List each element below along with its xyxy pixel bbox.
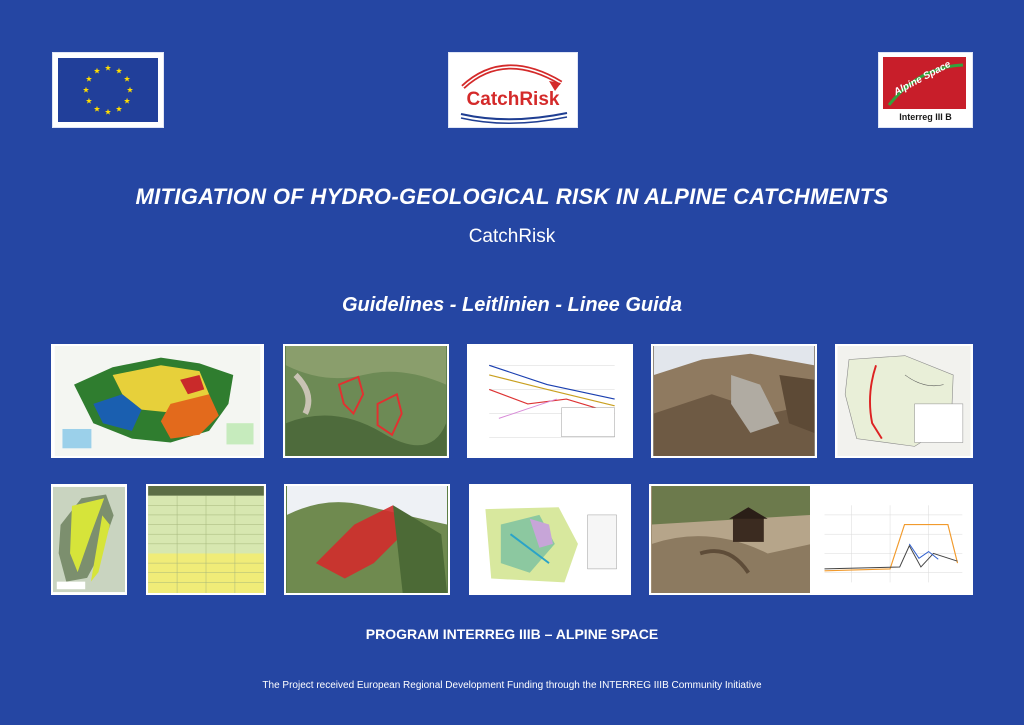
red-hillshade-image — [286, 486, 448, 593]
geological-unit-map-image — [471, 486, 629, 593]
mountain-slope-image — [653, 346, 815, 456]
thematic-map-thumbnail — [51, 344, 264, 458]
eu-star-icon — [86, 98, 92, 104]
funding-note: The Project received European Regional Development Funding through the INTERREG IIIB Community Initiative — [262, 680, 762, 691]
aerial-photo-image — [285, 346, 447, 456]
eu-star-icon — [127, 87, 133, 93]
guidelines-heading: Guidelines - Leitlinien - Linee Guida — [341, 294, 683, 316]
line-chart-thumbnail — [467, 344, 633, 458]
alpine-logo-text: Alpine Space — [892, 58, 953, 99]
valley-map-image — [53, 486, 125, 593]
eu-stars-icon — [58, 58, 158, 122]
eu-star-icon — [124, 98, 130, 104]
catchment-map-image — [837, 346, 971, 456]
program-label: PROGRAM INTERREG IIIB – ALPINE SPACE — [365, 626, 659, 642]
valley-map-thumbnail — [51, 484, 127, 595]
page-title: MITIGATION OF HYDRO-GEOLOGICAL RISK IN ALPINE CATCHMENTS — [135, 184, 889, 209]
alpine-red-panel — [883, 57, 966, 109]
red-hillshade-thumbnail — [284, 484, 450, 595]
eu-star-icon — [116, 106, 122, 112]
data-table-thumbnail — [146, 484, 266, 595]
alpine-logo-caption: Interreg III B — [899, 112, 952, 122]
eu-star-icon — [83, 87, 89, 93]
alpine-space-logo — [878, 52, 973, 128]
mountain-slope-thumbnail — [651, 344, 817, 458]
hydrograph-chart-image — [812, 486, 971, 593]
eu-star-icon — [94, 106, 100, 112]
data-table-image — [148, 486, 264, 593]
landslide-hut-photo-thumbnail — [649, 484, 815, 595]
thematic-map-image — [53, 346, 262, 456]
eu-star-icon — [105, 65, 111, 71]
catchment-map-thumbnail — [835, 344, 973, 458]
catchrisk-logo-text: CatchRisk — [466, 89, 560, 110]
catchrisk-logo — [448, 52, 578, 128]
eu-star-icon — [105, 109, 111, 115]
eu-star-icon — [124, 76, 130, 82]
hydrograph-chart-thumbnail — [810, 484, 973, 595]
eu-star-icon — [116, 68, 122, 74]
geological-unit-map-thumbnail — [469, 484, 631, 595]
aerial-photo-thumbnail — [283, 344, 449, 458]
eu-flag — [58, 58, 158, 122]
line-chart-image — [469, 346, 631, 456]
project-subtitle: CatchRisk — [468, 226, 556, 247]
eu-flag-logo — [52, 52, 164, 128]
landslide-hut-photo-image — [651, 486, 813, 593]
eu-star-icon — [86, 76, 92, 82]
eu-star-icon — [94, 68, 100, 74]
